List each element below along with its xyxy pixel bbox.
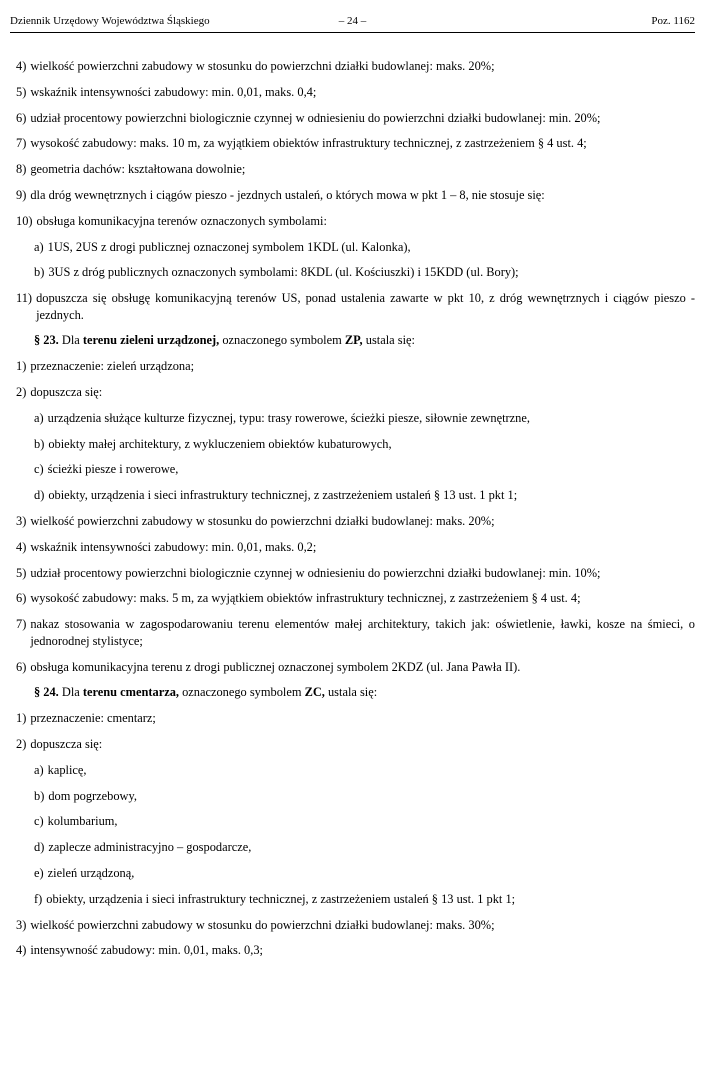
- item-number: a): [34, 410, 44, 425]
- item-text: wielkość powierzchni zabudowy w stosunku do powierzchni działki budowlanej: maks. 20%;: [30, 59, 495, 73]
- item-number: 3): [16, 514, 27, 529]
- text-fragment: oznaczonego symbolem: [219, 333, 345, 348]
- item-number: 4): [16, 943, 27, 958]
- item-text: kaplicę,: [47, 762, 87, 777]
- item-text: udział procentowy powierzchni biologicznie czynnej w odniesieniu do powierzchni działki budowlanej: min. 10%;: [30, 565, 601, 580]
- item-number: e): [34, 865, 44, 880]
- item-text: zieleń urządzoną,: [47, 865, 135, 880]
- list-subitem: [16, 865, 695, 882]
- item-text: dopuszcza się obsługę komunikacyjną terenów US, ponad ustalenia zawarte w pkt 10, z dróg wewnętrznych i ciągów pieszo - jezdnych.: [36, 291, 695, 322]
- list-subitem: [16, 891, 695, 908]
- bold-fragment: § 23.: [34, 333, 59, 348]
- journal-title: Dziennik Urzędowy Województwa Śląskiego: [10, 15, 210, 27]
- item-number: 9): [16, 187, 27, 202]
- item-text: 1US, 2US z drogi publicznej oznaczonej symbolem 1KDL (ul. Kalonka),: [47, 239, 411, 254]
- item-number: 4): [16, 59, 27, 73]
- item-text: wielkość powierzchni zabudowy w stosunku do powierzchni działki budowlanej: maks. 30%;: [30, 917, 495, 932]
- item-text: dopuszcza się:: [30, 385, 103, 400]
- item-number: a): [34, 239, 44, 254]
- section-heading-text: [34, 332, 695, 349]
- item-text: dopuszcza się:: [30, 736, 103, 751]
- list-item: [16, 213, 695, 230]
- section-heading-text: [34, 684, 695, 701]
- list-item: [16, 187, 695, 204]
- item-text: intensywność zabudowy: min. 0,01, maks. 0,3;: [30, 943, 263, 958]
- text-fragment: Dla: [58, 333, 83, 348]
- list-subitem: [16, 436, 695, 453]
- list-item: [16, 110, 695, 127]
- list-subitem: [16, 788, 695, 805]
- item-number: a): [34, 762, 44, 777]
- list-subitem: [16, 264, 695, 281]
- list-subitem: [16, 487, 695, 504]
- list-item: [16, 710, 695, 727]
- item-text: dom pogrzebowy,: [48, 788, 137, 803]
- list-item: [16, 58, 695, 75]
- list-item: [16, 590, 695, 607]
- list-item: [16, 539, 695, 556]
- item-number: 6): [16, 110, 27, 125]
- item-number: 4): [16, 539, 27, 554]
- item-number: 11): [16, 291, 33, 306]
- item-number: 8): [16, 162, 27, 177]
- position-number: Poz. 1162: [651, 15, 695, 27]
- bold-fragment: § 24.: [34, 685, 59, 700]
- item-number: 7): [16, 617, 27, 632]
- item-text: wielkość powierzchni zabudowy w stosunku do powierzchni działki budowlanej: maks. 20%;: [30, 514, 495, 529]
- section-heading: [16, 684, 695, 701]
- item-number: 10): [16, 213, 33, 228]
- item-number: 7): [16, 136, 27, 151]
- item-number: b): [34, 788, 45, 803]
- item-text: nakaz stosowania w zagospodarowaniu terenu elementów małej architektury, takich jak: oświetlenie, ławki, kosze na śmieci, o jednorodnej stylistyce;: [30, 617, 695, 648]
- item-text: dla dróg wewnętrznych i ciągów pieszo - jezdnych ustaleń, o których mowa w pkt 1 – 8, nie stosuje się:: [30, 187, 545, 202]
- list-item: [16, 736, 695, 753]
- bold-fragment: terenu zieleni urządzonej,: [82, 333, 220, 348]
- text-fragment: ustala się:: [362, 333, 415, 348]
- item-number: c): [34, 462, 44, 477]
- list-subitem: [16, 410, 695, 427]
- item-text: udział procentowy powierzchni biologicznie czynnej w odniesieniu do powierzchni działki budowlanej: min. 20%;: [30, 110, 601, 125]
- item-text: obiekty, urządzenia i sieci infrastruktury technicznej, z zastrzeżeniem ustaleń § 13 ust. 1 pkt 1;: [46, 891, 516, 906]
- item-text: przeznaczenie: zieleń urządzona;: [30, 359, 195, 374]
- item-text: wysokość zabudowy: maks. 5 m, za wyjątkiem obiektów infrastruktury technicznej, z zastrzeżeniem § 4 ust. 4;: [30, 591, 581, 606]
- list-item: [16, 565, 695, 582]
- item-number: b): [34, 265, 45, 280]
- item-text: obsługa komunikacyjna terenów oznaczonych symbolami:: [36, 213, 327, 228]
- item-text: wskaźnik intensywności zabudowy: min. 0,01, maks. 0,4;: [30, 84, 317, 99]
- page-header: [10, 14, 695, 33]
- text-fragment: ustala się:: [324, 685, 378, 700]
- list-item: [16, 161, 695, 178]
- item-number: f): [34, 891, 43, 906]
- item-text: ścieżki piesze i rowerowe,: [47, 462, 179, 477]
- list-item: [16, 659, 695, 676]
- item-number: 1): [16, 359, 27, 374]
- bold-fragment: ZP,: [344, 333, 363, 348]
- item-text: zaplecze administracyjno – gospodarcze,: [48, 840, 252, 855]
- item-number: 6): [16, 591, 27, 606]
- item-number: 3): [16, 917, 27, 932]
- text-fragment: oznaczonego symbolem: [178, 685, 305, 700]
- item-text: wysokość zabudowy: maks. 10 m, za wyjątkiem obiektów infrastruktury technicznej, z zastrzeżeniem § 4 ust. 4;: [30, 136, 587, 151]
- item-number: 5): [16, 84, 27, 99]
- item-number: 1): [16, 711, 27, 726]
- item-number: d): [34, 840, 45, 855]
- item-number: d): [34, 488, 45, 503]
- item-text: obiekty, urządzenia i sieci infrastruktury technicznej, z zastrzeżeniem ustaleń § 13 ust. 1 pkt 1;: [48, 488, 518, 503]
- item-text: obsługa komunikacyjna terenu z drogi publicznej oznaczonej symbolem 2KDZ (ul. Jana Pawła II).: [30, 659, 521, 674]
- document-body: [16, 58, 695, 968]
- bold-fragment: terenu cmentarza,: [82, 685, 179, 700]
- list-subitem: [16, 762, 695, 779]
- item-text: kolumbarium,: [47, 814, 118, 829]
- list-item: [16, 290, 695, 323]
- list-subitem: [16, 813, 695, 830]
- text-fragment: Dla: [58, 685, 83, 700]
- item-text: urządzenia służące kulturze fizycznej, typu: trasy rowerowe, ścieżki piesze, siłownie zewnętrzne,: [47, 410, 530, 425]
- item-number: 5): [16, 565, 27, 580]
- item-number: 2): [16, 736, 27, 751]
- list-subitem: [16, 839, 695, 856]
- list-item: [16, 84, 695, 101]
- item-number: c): [34, 814, 44, 829]
- list-item: [16, 384, 695, 401]
- item-text: obiekty małej architektury, z wykluczeniem obiektów kubaturowych,: [48, 436, 392, 451]
- list-item: [16, 513, 695, 530]
- item-number: 2): [16, 385, 27, 400]
- list-subitem: [16, 239, 695, 256]
- list-item: [16, 358, 695, 375]
- list-item: [16, 135, 695, 152]
- item-number: 6): [16, 659, 27, 674]
- item-number: b): [34, 436, 45, 451]
- list-item: [16, 616, 695, 649]
- bold-fragment: ZC,: [304, 685, 325, 700]
- item-text: wskaźnik intensywności zabudowy: min. 0,01, maks. 0,2;: [30, 539, 317, 554]
- list-item: [16, 942, 695, 959]
- section-heading: [16, 332, 695, 349]
- list-item: [16, 917, 695, 934]
- list-subitem: [16, 461, 695, 478]
- item-text: geometria dachów: kształtowana dowolnie;: [30, 162, 246, 177]
- item-text: przeznaczenie: cmentarz;: [30, 711, 156, 726]
- page-number: – 24 –: [338, 15, 367, 27]
- item-text: 3US z dróg publicznych oznaczonych symbolami: 8KDL (ul. Kościuszki) i 15KDD (ul. Bory);: [48, 265, 519, 280]
